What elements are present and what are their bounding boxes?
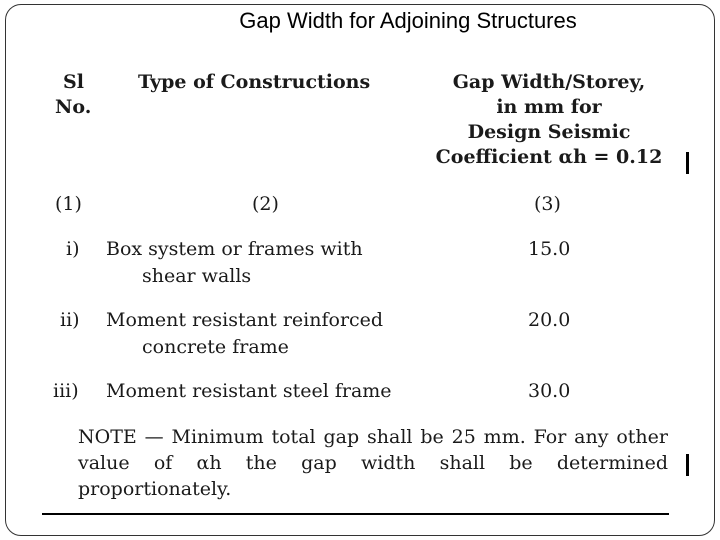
row-number: i) — [66, 238, 80, 260]
row-construction-type — [106, 307, 383, 361]
header-type: Type of Constructions — [138, 71, 371, 93]
header-gap-width — [424, 70, 674, 170]
bottom-rule — [42, 513, 669, 515]
header-gap-line3: Design Seismic — [467, 121, 631, 143]
header-sl-line2: No. — [55, 96, 92, 118]
header-sl-line1: Sl — [63, 71, 84, 93]
row-gap-value: 30.0 — [528, 380, 571, 402]
row-gap-value: 20.0 — [528, 309, 571, 331]
row-number: iii) — [53, 380, 79, 402]
row-construction-type — [106, 236, 363, 290]
column-number-2: (2) — [252, 193, 279, 215]
row-type-line2: concrete frame — [142, 336, 289, 358]
column-number-3: (3) — [534, 193, 561, 215]
row-type-line1: Moment resistant reinforced — [106, 309, 384, 331]
row-type-line1: Box system or frames with — [106, 238, 363, 260]
header-gap-line4: Coefficient αh = 0.12 — [435, 146, 663, 168]
row-gap-value: 15.0 — [528, 238, 571, 260]
row-type-line1: Moment resistant steel frame — [106, 380, 392, 402]
slide-title: Gap Width for Adjoining Structures — [239, 8, 577, 33]
table-note: NOTE — Minimum total gap shall be 25 mm. For any other value of αh the gap width shall be determined proportionately. — [78, 426, 668, 500]
column-number-1: (1) — [55, 193, 82, 215]
header-gap-line1: Gap Width/Storey, — [452, 71, 646, 93]
row-type-line2: shear walls — [142, 265, 252, 287]
margin-bar — [686, 152, 689, 174]
margin-bar — [686, 454, 689, 476]
row-number: ii) — [60, 309, 80, 331]
header-gap-line2: in mm for — [496, 96, 602, 118]
row-construction-type — [106, 378, 392, 405]
header-sl-no — [55, 70, 91, 120]
